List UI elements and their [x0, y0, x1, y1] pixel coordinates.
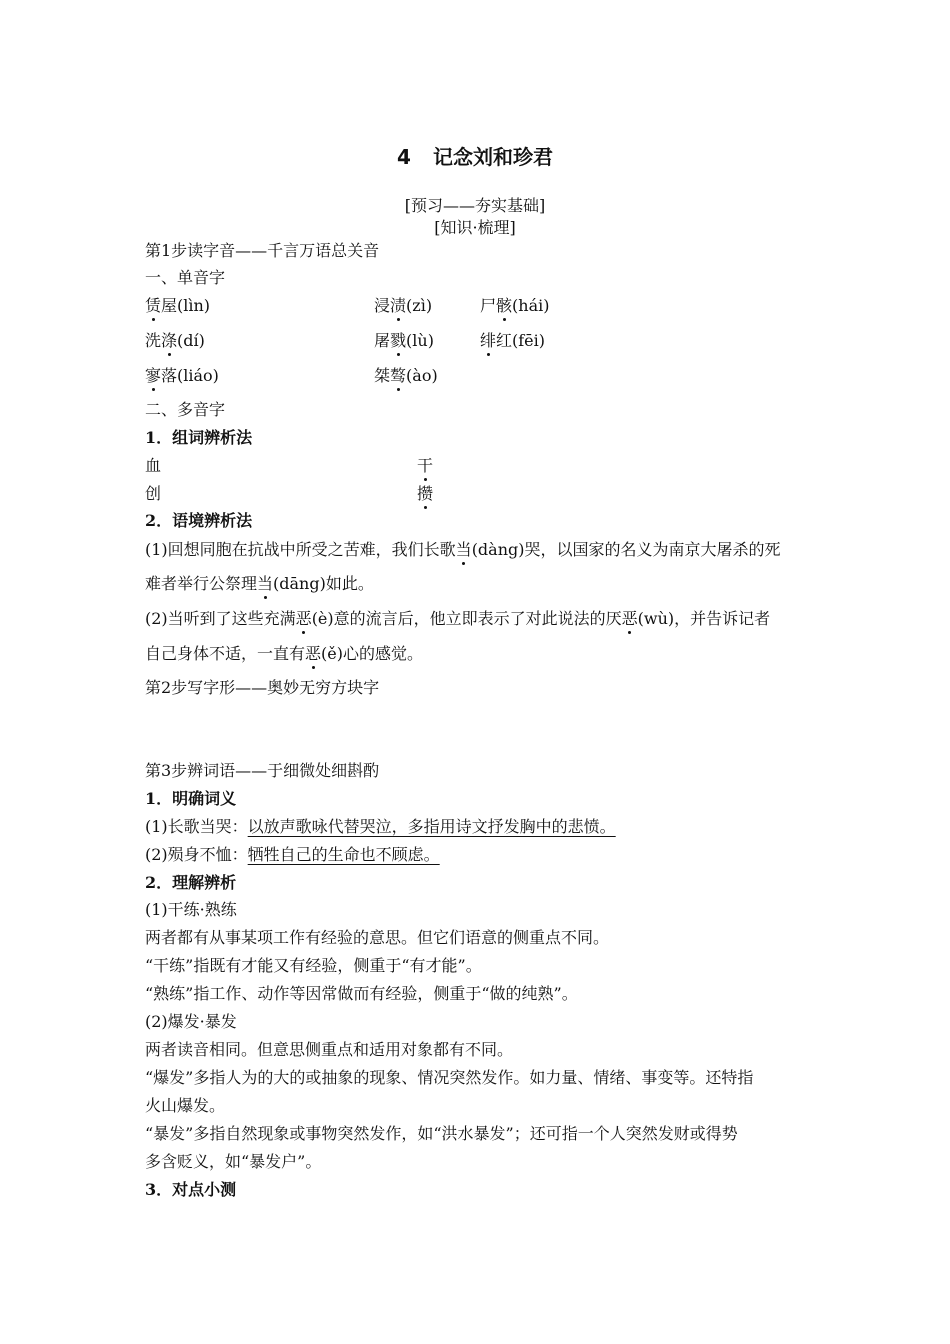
meaning-definition: 牺牲自己的生命也不顾虑。 [247, 845, 440, 864]
meaning-item-1: (1)长歌当哭：以放声歌咏代替哭泣，多指用诗文抒发胸中的悲愤。 [145, 817, 616, 836]
step2-heading: 第2步写字形——奥妙无穷方块字 [145, 678, 380, 697]
analysis-2-line: “爆发”多指人为的大的或抽象的现象、情况突然发作。如力量、情绪、事变等。还特指 [145, 1068, 754, 1087]
single-item: 桀骜(ào) [374, 366, 438, 385]
analysis-1-line: “干练”指既有才能又有经验，侧重于“有才能”。 [145, 956, 482, 975]
context-p1-cont: 难者举行公祭理当(dāng)如此。 [145, 574, 374, 593]
lesson-number: 4 [397, 145, 411, 169]
step3-heading: 第3步辨词语——于细微处细斟酌 [145, 761, 380, 780]
single-item: 赁屋(lìn) [145, 296, 211, 315]
single-item: 洗涤(dí) [145, 331, 205, 350]
analysis-1-title: (1)干练·熟练 [145, 900, 237, 919]
single-item: 绯红(fēi) [480, 331, 546, 350]
group-word: 干 [417, 456, 434, 475]
context-heading: 2．语境辨析法 [145, 511, 253, 530]
analysis-1-line: 两者都有从事某项工作有经验的意思。但它们语意的侧重点不同。 [145, 928, 610, 947]
analysis-2-line: 火山爆发。 [145, 1096, 226, 1115]
meaning-item-2: (2)殒身不恤：牺牲自己的生命也不顾虑。 [145, 845, 440, 864]
context-p2-cont: 自己身体不适，一直有恶(ě)心的感觉。 [145, 644, 423, 663]
single-heading: 一、单音字 [145, 268, 226, 287]
group-word: 血 [145, 456, 162, 475]
section-preview: [预习——夯实基础] [404, 196, 546, 215]
single-item: 尸骸(hái) [480, 296, 550, 315]
analysis-2-title: (2)爆发·暴发 [145, 1012, 237, 1031]
analysis-1-line: “熟练”指工作、动作等因常做而有经验，侧重于“做的纯熟”。 [145, 984, 578, 1003]
multi-heading: 二、多音字 [145, 400, 226, 419]
analysis-heading: 2．理解辨析 [145, 873, 237, 892]
meaning-definition: 以放声歌咏代替哭泣，多指用诗文抒发胸中的悲愤。 [247, 817, 616, 836]
page-title [0, 145, 950, 169]
analysis-2-line: 多含贬义，如“暴发户”。 [145, 1152, 322, 1171]
lesson-title: 记念刘和珍君 [432, 145, 553, 169]
meaning-heading: 1．明确词义 [145, 789, 237, 808]
step1-heading: 第1步读字音——千言万语总关音 [145, 241, 380, 260]
analysis-2-line: “暴发”多指自然现象或事物突然发作，如“洪水暴发”；还可指一个人突然发财或得势 [145, 1124, 738, 1143]
context-p2: (2)当听到了这些充满恶(è)意的流言后，他立即表示了对此说法的厌恶(wù)，并告诉记者 [145, 609, 771, 628]
context-p1: (1)回想同胞在抗战中所受之苦难，我们长歌当(dàng)哭，以国家的名义为南京大屠杀的死 [145, 540, 781, 559]
single-item: 屠戮(lù) [374, 331, 434, 350]
group-heading: 1．组词辨析法 [145, 428, 253, 447]
group-word: 攒 [417, 484, 434, 503]
single-item: 寥落(liáo) [145, 366, 219, 385]
analysis-2-line: 两者读音相同。但意思侧重点和适用对象都有不同。 [145, 1040, 514, 1059]
test-heading: 3．对点小测 [145, 1180, 237, 1199]
section-knowledge: [知识·梳理] [434, 218, 516, 237]
single-item: 浸渍(zì) [374, 296, 433, 315]
group-word: 创 [145, 484, 162, 503]
